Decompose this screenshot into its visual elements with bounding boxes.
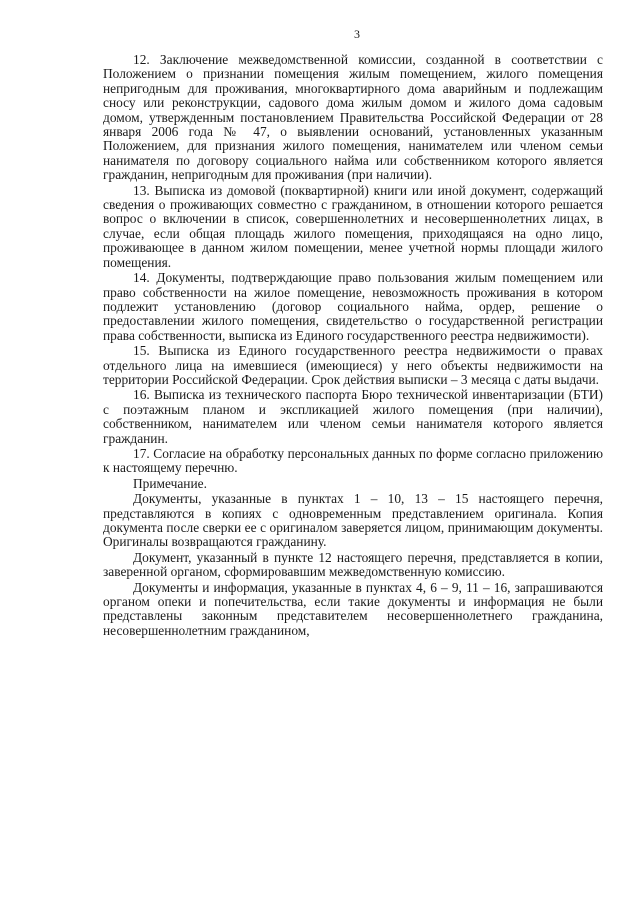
note-heading: Примечание. [133, 475, 207, 491]
paragraph-item-14: 14. Документы, подтверждающие право пользования жилым помещением или право собственности на жилое помещение, невозможность проживания в котором подлежит установлению (договор социального найма, ордер, решение о предоставлении жилого помещения, свидетельство о государственной регистрации права собственности, выписка из Единого государственного реестра недвижимости). [103, 270, 603, 343]
note-paragraph-item-12: Документ, указанный в пункте 12 настоящего перечня, представляется в копии, заверенной органом, сформировавшим межведомственную комиссию. [103, 549, 603, 580]
paragraph-item-12: 12. Заключение межведомственной комиссии, созданной в соответствии с Положением о признании помещения жилым помещением, жилого помещения непригодным для проживания, многоквартирного дома аварийным и подлежащим сносу или реконструкции, садового дома жилым домом и жилого дома садовым домом, утвержденным постановлением Правительства Российской Федерации от 28 января 2006 года № 47, о выявлении оснований, установленных указанным Положением, для признания жилого помещения, нанимателем или членом семьи нанимателя по договору социального найма или собственником которого является гражданин, непригодным для проживания (при наличии). [103, 52, 603, 183]
note-paragraph-copies: Документы, указанные в пунктах 1 – 10, 13 – 15 настоящего перечня, представляются в копиях с одновременным представлением оригинала. Копия документа после сверки ее с оригиналом заверяется лицом, принимающим документы. Оригиналы возвращаются гражданину. [103, 491, 603, 550]
paragraph-item-17: 17. Согласие на обработку персональных данных по форме согласно приложению к настоящему перечню. [103, 445, 603, 476]
note-paragraph-requests: Документы и информация, указанные в пунктах 4, 6 – 9, 11 – 16, запрашиваются органом опеки и попечительства, если такие документы и информация не были представлены законным представителем несовершеннолетнего гражданина, несовершеннолетним гражданином, [103, 579, 603, 638]
paragraph-item-16: 16. Выписка из технического паспорта Бюро технической инвентаризации (БТИ) с поэтажным планом и экспликацией жилого помещения (при наличии), собственником, нанимателем или членом семьи нанимателя которого является гражданин. [103, 387, 603, 446]
paragraph-item-15: 15. Выписка из Единого государственного реестра недвижимости о правах отдельного лица на имевшиеся (имеющиеся) у него объекты недвижимости на территории Российской Федерации. Срок действия выписки – 3 месяца с даты выдачи. [103, 343, 603, 387]
page-number: 3 [354, 27, 360, 41]
paragraph-item-13: 13. Выписка из домовой (поквартирной) книги или иной документ, содержащий сведения о проживающих совместно с гражданином, в отношении которого решается вопрос о включении в список, совершеннолетних и несовершеннолетних лицах, в случае, если общая площадь жилого помещения, приходящаяся на одно лицо, проживающее в данном жилом помещении, менее учетной нормы площади жилого помещения. [103, 182, 603, 270]
